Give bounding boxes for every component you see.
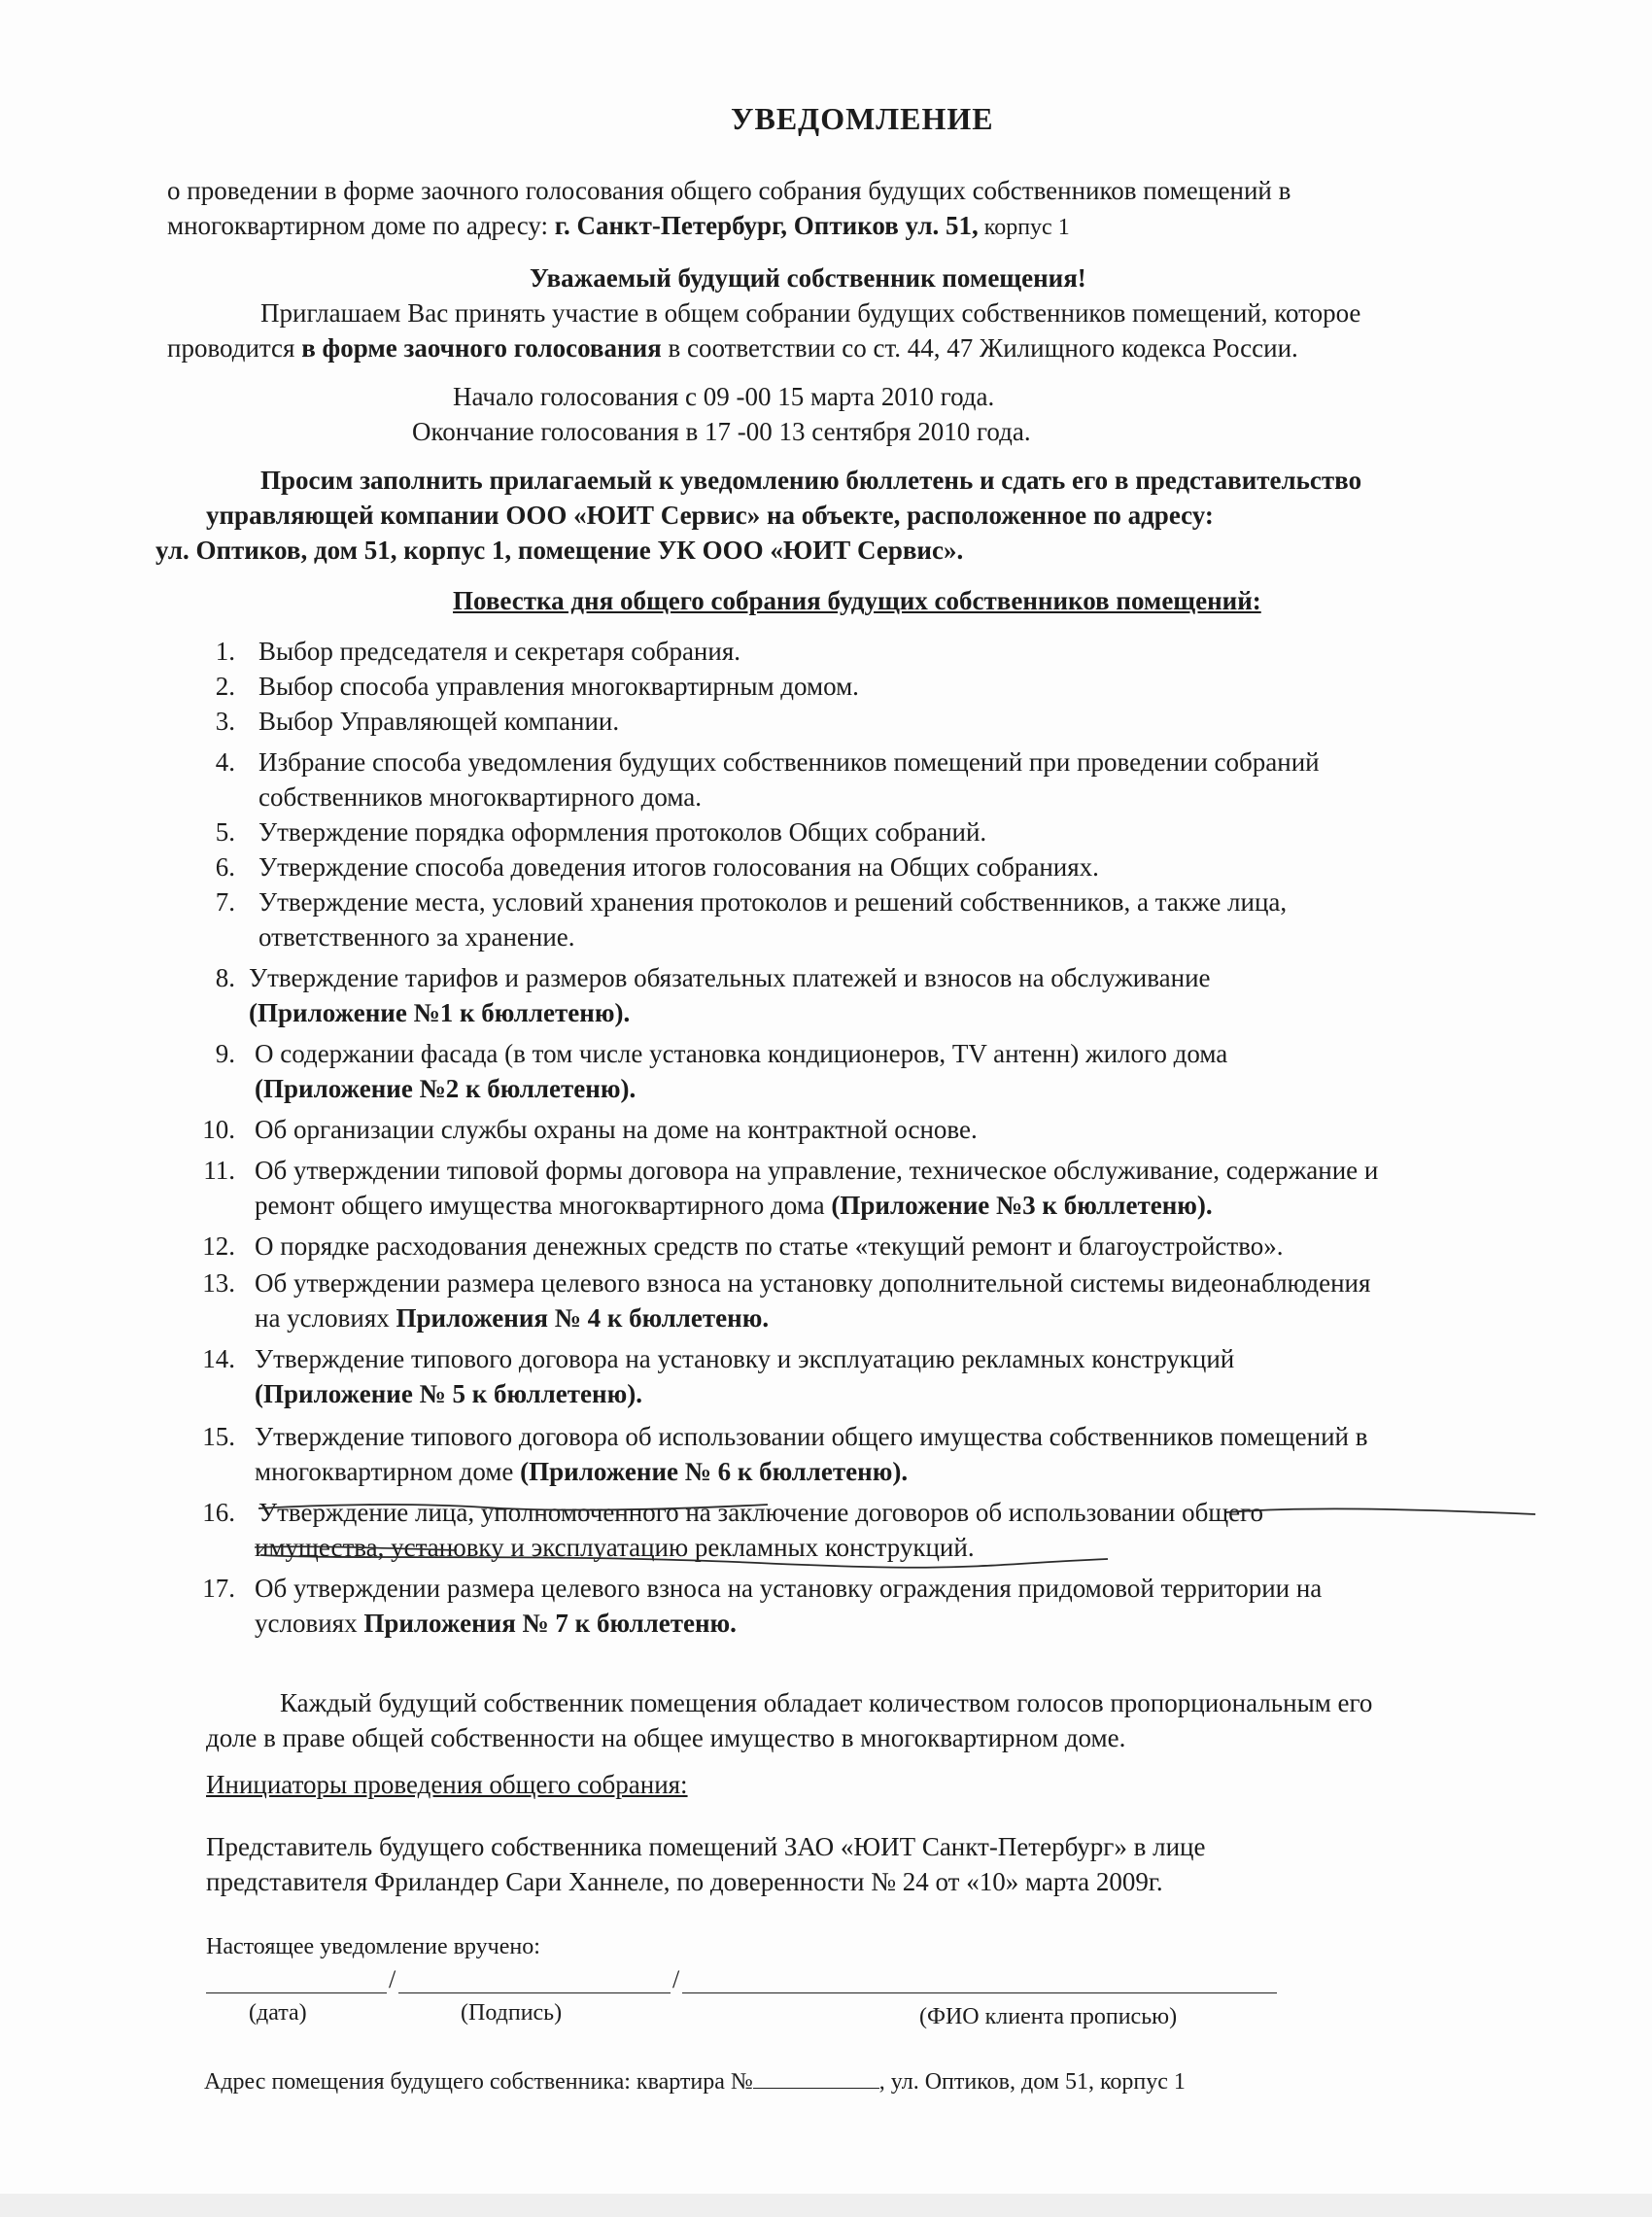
intro-text: многоквартирном доме по адресу: — [167, 211, 555, 240]
agenda-number: 9. — [215, 1039, 235, 1068]
agenda-item-text-cont: (Приложение №2 к бюллетеню). — [255, 1074, 637, 1103]
scan-edge — [0, 2194, 1652, 2217]
representative-line-2: представителя Фриландер Сари Ханнеле, по доверенности № 24 от «10» марта 2009г. — [206, 1867, 1163, 1896]
invite-line-1: Приглашаем Вас принять участие в общем собрании будущих собственников помещений, которое — [260, 298, 1361, 328]
agenda-number: 2. — [215, 672, 235, 701]
intro-building: корпус 1 — [978, 215, 1070, 240]
voting-end: Окончание голосования в 17 -00 13 сентября 2010 года. — [412, 417, 1031, 446]
agenda-item-text: Об организации службы охраны на доме на контрактной основе. — [255, 1115, 978, 1144]
intro-address: г. Санкт-Петербург, Оптиков ул. 51, — [554, 211, 979, 240]
name-caption: (ФИО клиента прописью) — [919, 2004, 1178, 2029]
intro-line-1: о проведении в форме заочного голосования общего собрания будущих собственников помещений в — [167, 176, 1291, 205]
agenda-number: 4. — [215, 747, 235, 777]
intro-line-2 — [167, 208, 1070, 245]
agenda-item-text-cont: имущества, установку и эксплуатацию рекламных конструкций. — [255, 1533, 975, 1562]
document-title: УВЕДОМЛЕНИЕ — [731, 101, 994, 136]
agenda-item-text: Об утверждении размера целевого взноса на установку ограждения придомовой территории на — [255, 1574, 1323, 1603]
agenda-item-text: Утверждение типового договора на установку и эксплуатацию рекламных конструкций — [255, 1344, 1235, 1373]
invite-line-2 — [167, 330, 1298, 365]
signature-separator: / — [672, 1965, 680, 1993]
agenda-number: 16. — [202, 1498, 235, 1527]
agenda-item-text: Избрание способа уведомления будущих собственников помещений при проведении собраний — [258, 747, 1320, 777]
agenda-item-text-cont: (Приложение №1 к бюллетеню). — [249, 998, 631, 1027]
agenda-item-text: Утверждение порядка оформления протоколов Общих собраний. — [258, 817, 987, 847]
greeting: Уважаемый будущий собственник помещения! — [530, 263, 1086, 293]
agenda-item-text-cont — [255, 1188, 1213, 1223]
agenda-number: 13. — [202, 1268, 235, 1298]
signature-caption: (Подпись) — [461, 2000, 563, 2026]
agenda-item-text-cont: ответственного за хранение. — [258, 922, 575, 952]
agenda-number: 10. — [202, 1115, 235, 1144]
request-line-2: управляющей компании ООО «ЮИТ Сервис» на объекте, расположенное по адресу: — [206, 501, 1214, 530]
agenda-number: 1. — [215, 637, 235, 666]
agenda-appendix-ref: Приложения № 4 к бюллетеню. — [396, 1303, 770, 1333]
agenda-number: 3. — [215, 707, 235, 736]
signature-line — [398, 1992, 671, 1993]
agenda-number: 17. — [202, 1574, 235, 1603]
agenda-item-text: О содержании фасада (в том числе установка кондиционеров, TV антенн) жилого дома — [255, 1039, 1228, 1068]
agenda-item-text-cont — [255, 1454, 908, 1489]
agenda-item-text-part: на условиях — [255, 1303, 396, 1333]
agenda-item-text-cont — [255, 1300, 769, 1335]
agenda-appendix-ref: (Приложение № 6 к бюллетеню). — [520, 1457, 909, 1486]
agenda-item-text: Выбор Управляющей компании. — [258, 707, 620, 736]
agenda-item-text-cont: (Приложение № 5 к бюллетеню). — [255, 1379, 642, 1408]
agenda-appendix-ref: Приложения № 7 к бюллетеню. — [363, 1609, 737, 1638]
agenda-number: 15. — [202, 1422, 235, 1451]
agenda-number: 12. — [202, 1231, 235, 1261]
invite-law: в соответствии со ст. 44, 47 Жилищного кодекса России. — [661, 333, 1298, 363]
agenda-item-text-part: многоквартирном доме — [255, 1457, 521, 1486]
name-line — [682, 1992, 1277, 1993]
invite-text: проводится — [167, 333, 302, 363]
address-label: Адрес помещения будущего собственника: квартира № — [204, 2069, 753, 2095]
request-line-3: ул. Оптиков, дом 51, корпус 1, помещение УК ООО «ЮИТ Сервис». — [155, 536, 964, 565]
agenda-item-text-part: условиях — [255, 1609, 364, 1638]
agenda-item-text: Об утверждении размера целевого взноса на установку дополнительной системы видеонаблюдения — [255, 1268, 1371, 1298]
agenda-item-text: Утверждение места, условий хранения протоколов и решений собственников, а также лица, — [258, 887, 1288, 917]
request-line-1: Просим заполнить прилагаемый к уведомлению бюллетень и сдать его в представительство — [260, 466, 1362, 495]
address-line — [204, 2068, 1186, 2096]
date-line — [206, 1992, 387, 1993]
signature-separator: / — [389, 1965, 396, 1993]
agenda-item-text: Об утверждении типовой формы договора на управление, техническое обслуживание, содержание и — [255, 1156, 1379, 1185]
agenda-number: 8. — [215, 963, 235, 992]
agenda-item-text-cont: собственников многоквартирного дома. — [258, 782, 702, 812]
agenda-number: 6. — [215, 852, 235, 882]
agenda-appendix-ref: (Приложение №3 к бюллетеню). — [831, 1191, 1213, 1220]
voting-start: Начало голосования с 09 -00 15 марта 2010 года. — [453, 382, 995, 411]
delivered-label: Настоящее уведомление вручено: — [206, 1934, 540, 1959]
agenda-number: 7. — [215, 887, 235, 917]
agenda-number: 5. — [215, 817, 235, 847]
date-caption: (дата) — [249, 2000, 307, 2026]
representative-line-1: Представитель будущего собственника помещений ЗАО «ЮИТ Санкт-Петербург» в лице — [206, 1832, 1206, 1861]
votes-line-2: доле в праве общей собственности на общее имущество в многоквартирном доме. — [206, 1723, 1126, 1752]
initiators-title: Инициаторы проведения общего собрания: — [206, 1770, 688, 1799]
agenda-item-text: О порядке расходования денежных средств по статье «текущий ремонт и благоустройство». — [255, 1231, 1284, 1261]
agenda-item-text-cont — [255, 1606, 737, 1641]
votes-line-1: Каждый будущий собственник помещения обладает количеством голосов пропорциональным его — [280, 1688, 1373, 1717]
agenda-item-text: Выбор председателя и секретаря собрания. — [258, 637, 740, 666]
apartment-number-line — [753, 2068, 879, 2089]
agenda-item-text: Утверждение тарифов и размеров обязательных платежей и взносов на обслуживание — [249, 963, 1211, 992]
address-text: , ул. Оптиков, дом 51, корпус 1 — [878, 2069, 1186, 2095]
agenda-item-text: Утверждение способа доведения итогов голосования на Общих собраниях. — [258, 852, 1099, 882]
agenda-item-text: Утверждение типового договора об использовании общего имущества собственников помещений в — [255, 1422, 1368, 1451]
agenda-item-text: Выбор способа управления многоквартирным домом. — [258, 672, 859, 701]
invite-form: в форме заочного голосования — [301, 333, 662, 363]
agenda-item-text-part: ремонт общего имущества многоквартирного дома — [255, 1191, 832, 1220]
agenda-title: Повестка дня общего собрания будущих собственников помещений: — [453, 586, 1261, 615]
agenda-number: 14. — [202, 1344, 235, 1373]
agenda-item-text: Утверждение лица, уполномоченного на заключение договоров об использовании общего — [258, 1498, 1264, 1527]
agenda-number: 11. — [203, 1156, 235, 1185]
